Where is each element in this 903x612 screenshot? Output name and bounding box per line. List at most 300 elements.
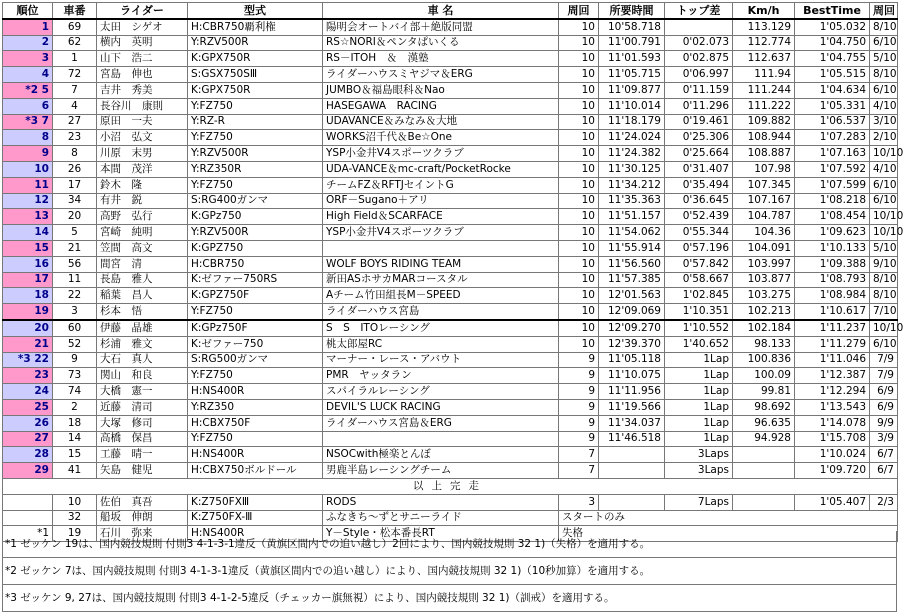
- cell-time: 11'35.363: [599, 193, 665, 209]
- cell-gap: 0'58.667: [665, 272, 733, 288]
- cell-num: 62: [53, 35, 97, 51]
- cell-model: K:GPX750R: [188, 51, 323, 67]
- cell-time: 11'11.956: [599, 384, 665, 400]
- cell-best: 1'12.387: [795, 368, 870, 384]
- table-row: [3, 272, 898, 288]
- cell-best: 1'04.755: [795, 51, 870, 67]
- cell-team: スパイラルレーシング: [323, 384, 559, 400]
- cell-pos: *3 22: [3, 352, 53, 368]
- cell-team: DEVIL'S LUCK RACING: [323, 399, 559, 415]
- cell-time: 11'18.179: [599, 114, 665, 130]
- cell-kmh: 111.94: [733, 67, 795, 83]
- cell-gap: 1Lap: [665, 431, 733, 447]
- cell-rider: 本間 茂洋: [97, 161, 188, 177]
- cell-bestlap: 8/10: [870, 19, 898, 35]
- cell-rider: 長谷川 康則: [97, 98, 188, 114]
- cell-bestlap: 10/10: [870, 225, 898, 241]
- cell-time: 11'56.560: [599, 256, 665, 272]
- cell-model: K:GPz750F: [188, 320, 323, 336]
- cell-laps: 10: [559, 320, 599, 336]
- col-team: 車 名: [323, 3, 559, 19]
- cell-best: 1'10.617: [795, 304, 870, 320]
- cell-rider: 山下 浩二: [97, 51, 188, 67]
- cell-laps: 10: [559, 82, 599, 98]
- cell-gap: 1Lap: [665, 384, 733, 400]
- cell-model: K:GPZ750F: [188, 288, 323, 304]
- cell-gap: 1'40.652: [665, 336, 733, 352]
- table-row: [3, 256, 898, 272]
- cell-best: 1'08.218: [795, 193, 870, 209]
- cell-pos: *2 5: [3, 82, 53, 98]
- cell-bestlap: 3/9: [870, 431, 898, 447]
- col-laps: 周回: [559, 3, 599, 19]
- cell-model: K:Z750FX-Ⅲ: [188, 510, 323, 526]
- cell-best: 1'12.294: [795, 384, 870, 400]
- cell-laps: 10: [559, 240, 599, 256]
- cell-gap: 1'10.552: [665, 320, 733, 336]
- cell-gap: 0'52.439: [665, 209, 733, 225]
- cell-time: 11'10.075: [599, 368, 665, 384]
- cell-pos: 3: [3, 51, 53, 67]
- cell-num: 15: [53, 447, 97, 463]
- cell-bestlap: 2/3: [870, 494, 898, 510]
- table-row: [3, 146, 898, 162]
- cell-num: 14: [53, 431, 97, 447]
- cell-gap: 0'25.664: [665, 146, 733, 162]
- cell-gap: 3Laps: [665, 463, 733, 479]
- finished-label: 以上完走: [3, 478, 898, 494]
- cell-rider: 工藤 晴一: [97, 447, 188, 463]
- cell-laps: 10: [559, 114, 599, 130]
- cell-best: 1'11.237: [795, 320, 870, 336]
- cell-num: 32: [53, 510, 97, 526]
- cell-best: 1'11.046: [795, 352, 870, 368]
- cell-time: 11'51.157: [599, 209, 665, 225]
- cell-bestlap: 5/10: [870, 51, 898, 67]
- cell-team: 男鹿半島レーシングチーム: [323, 463, 559, 479]
- table-row: [3, 320, 898, 336]
- cell-bestlap: 8/10: [870, 272, 898, 288]
- cell-kmh: 104.091: [733, 240, 795, 256]
- cell-time: 11'05.715: [599, 67, 665, 83]
- cell-time: 11'01.593: [599, 51, 665, 67]
- cell-team: ライダーハウス宮島＆ERG: [323, 415, 559, 431]
- cell-num: 72: [53, 67, 97, 83]
- cell-bestlap: 6/10: [870, 193, 898, 209]
- cell-pos: 28: [3, 447, 53, 463]
- col-number: 車番: [53, 3, 97, 19]
- cell-team: 桃太郎屋RC: [323, 336, 559, 352]
- cell-gap: 1Lap: [665, 399, 733, 415]
- cell-time: [599, 447, 665, 463]
- cell-model: Y:RZ-R: [188, 114, 323, 130]
- cell-team: チームFZ＆RFTJセイントG: [323, 177, 559, 193]
- table-row: [3, 114, 898, 130]
- table-row: [3, 384, 898, 400]
- cell-gap: 1'02.845: [665, 288, 733, 304]
- cell-best: 1'08.984: [795, 288, 870, 304]
- cell-rider: 杉浦 雅文: [97, 336, 188, 352]
- cell-team: High Field＆SCARFACE: [323, 209, 559, 225]
- cell-gap: 0'36.645: [665, 193, 733, 209]
- cell-best: 1'06.537: [795, 114, 870, 130]
- cell-pos: 25: [3, 399, 53, 415]
- cell-time: 10'58.718: [599, 19, 665, 35]
- cell-num: 74: [53, 384, 97, 400]
- cell-num: 18: [53, 415, 97, 431]
- table-row: [3, 177, 898, 193]
- cell-num: 27: [53, 114, 97, 130]
- cell-num: 73: [53, 368, 97, 384]
- cell-rider: 有井 鋭: [97, 193, 188, 209]
- cell-best: 1'04.634: [795, 82, 870, 98]
- cell-pos: [3, 494, 53, 510]
- table-row: [3, 336, 898, 352]
- cell-pos: 1: [3, 19, 53, 35]
- cell-gap: [665, 19, 733, 35]
- cell-pos: 26: [3, 415, 53, 431]
- cell-laps: 9: [559, 384, 599, 400]
- cell-team: UDAVANCE＆みなみ＆大地: [323, 114, 559, 130]
- cell-laps: 10: [559, 256, 599, 272]
- cell-bestlap: 4/10: [870, 161, 898, 177]
- cell-model: H:CBR750: [188, 256, 323, 272]
- cell-num: 19: [53, 526, 97, 542]
- cell-model: K:ゼファー750: [188, 336, 323, 352]
- cell-best: 1'07.599: [795, 177, 870, 193]
- cell-team: ライダーハウス宮島: [323, 304, 559, 320]
- cell-pos: 2: [3, 35, 53, 51]
- cell-pos: 23: [3, 368, 53, 384]
- cell-num: 23: [53, 130, 97, 146]
- cell-time: 11'55.914: [599, 240, 665, 256]
- cell-laps: 10: [559, 272, 599, 288]
- cell-laps: 10: [559, 19, 599, 35]
- cell-model: H:CBX750F: [188, 415, 323, 431]
- cell-best: 1'09.720: [795, 463, 870, 479]
- cell-pos: *1: [3, 526, 53, 542]
- col-model: 型式: [188, 3, 323, 19]
- cell-model: K:Z750FXⅢ: [188, 494, 323, 510]
- cell-model: Y:FZ750: [188, 177, 323, 193]
- cell-bestlap: 4/10: [870, 98, 898, 114]
- cell-rider: 宮崎 純明: [97, 225, 188, 241]
- col-besttime: BestTime: [795, 3, 870, 19]
- cell-kmh: 103.997: [733, 256, 795, 272]
- cell-kmh: 109.882: [733, 114, 795, 130]
- table-row: [3, 130, 898, 146]
- cell-rider: 高橋 保昌: [97, 431, 188, 447]
- cell-model: Y:FZ750: [188, 130, 323, 146]
- cell-num: 17: [53, 177, 97, 193]
- cell-pos: 20: [3, 320, 53, 336]
- cell-gap: 0'57.842: [665, 256, 733, 272]
- table-row: [3, 193, 898, 209]
- cell-kmh: 107.345: [733, 177, 795, 193]
- cell-gap: 0'11.296: [665, 98, 733, 114]
- cell-laps: 9: [559, 352, 599, 368]
- cell-time: 11'46.518: [599, 431, 665, 447]
- cell-team: RS☆NORI＆ペンタぱいくる: [323, 35, 559, 51]
- cell-kmh: 98.692: [733, 399, 795, 415]
- table-row: [3, 288, 898, 304]
- cell-rider: 笠間 高文: [97, 240, 188, 256]
- cell-team: ライダーハウスミヤジマ＆ERG: [323, 67, 559, 83]
- cell-best: 1'07.283: [795, 130, 870, 146]
- col-position: 順位: [3, 3, 53, 19]
- cell-bestlap: 6/9: [870, 399, 898, 415]
- cell-rider: 太田 シゲオ: [97, 19, 188, 35]
- cell-time: 12'39.370: [599, 336, 665, 352]
- cell-num: 10: [53, 494, 97, 510]
- cell-laps: 10: [559, 288, 599, 304]
- cell-best: 1'14.078: [795, 415, 870, 431]
- cell-num: 7: [53, 82, 97, 98]
- cell-time: 11'30.125: [599, 161, 665, 177]
- cell-model: S:RG400ガンマ: [188, 193, 323, 209]
- table-row: [3, 51, 898, 67]
- table-row: [3, 494, 898, 510]
- cell-pos: 27: [3, 431, 53, 447]
- col-kmh: Km/h: [733, 3, 795, 19]
- cell-rider: 原田 一夫: [97, 114, 188, 130]
- cell-rider: 大石 真人: [97, 352, 188, 368]
- cell-pos: 19: [3, 304, 53, 320]
- cell-team: PMR ヤッタラン: [323, 368, 559, 384]
- cell-gap: 0'19.461: [665, 114, 733, 130]
- table-row: [3, 98, 898, 114]
- results-body: [3, 19, 903, 542]
- cell-kmh: 107.98: [733, 161, 795, 177]
- cell-bestlap: 7/9: [870, 352, 898, 368]
- cell-best: 1'15.708: [795, 431, 870, 447]
- cell-laps: 10: [559, 130, 599, 146]
- cell-bestlap: 6/10: [870, 177, 898, 193]
- cell-model: Y:FZ750: [188, 304, 323, 320]
- cell-rider: 長島 雅人: [97, 272, 188, 288]
- table-row: [3, 35, 898, 51]
- cell-kmh: 94.928: [733, 431, 795, 447]
- cell-gap: 0'02.875: [665, 51, 733, 67]
- cell-gap: 0'25.306: [665, 130, 733, 146]
- cell-kmh: 98.133: [733, 336, 795, 352]
- cell-time: 11'19.566: [599, 399, 665, 415]
- cell-time: 11'05.118: [599, 352, 665, 368]
- cell-best: 1'07.592: [795, 161, 870, 177]
- cell-time: 12'01.563: [599, 288, 665, 304]
- cell-best: 1'04.750: [795, 35, 870, 51]
- cell-pos: 24: [3, 384, 53, 400]
- cell-model: Y:RZV500R: [188, 225, 323, 241]
- table-row: [3, 209, 898, 225]
- note-2: *2 ゼッケン 7は、国内競技規則 付則3 4-1-3-1違反（黄旗区間内での追い越し）により、国内競技規則 32 1)（10秒加算）を適用する。: [2, 558, 897, 585]
- cell-num: 60: [53, 320, 97, 336]
- cell-bestlap: 7/9: [870, 368, 898, 384]
- cell-num: 5: [53, 225, 97, 241]
- cell-team: マーナー・レース・アバウト: [323, 352, 559, 368]
- cell-gap: 0'02.073: [665, 35, 733, 51]
- cell-team: 陽明会オートバイ部＋絶版同盟: [323, 19, 559, 35]
- cell-rider: 宮島 伸也: [97, 67, 188, 83]
- cell-bestlap: 8/10: [870, 67, 898, 83]
- cell-time: [599, 463, 665, 479]
- cell-status: 失格: [559, 526, 898, 542]
- cell-bestlap: 9/10: [870, 256, 898, 272]
- cell-gap: 1Lap: [665, 368, 733, 384]
- cell-num: 1: [53, 51, 97, 67]
- cell-pos: 9: [3, 146, 53, 162]
- cell-num: 52: [53, 336, 97, 352]
- cell-best: 1'08.793: [795, 272, 870, 288]
- note-3: *3 ゼッケン 9, 27は、国内競技規則 付則3 4-1-2-5違反（チェッカー旗無視）により、国内競技規則 32 1)（訓戒）を適用する。: [2, 585, 897, 612]
- cell-bestlap: 6/10: [870, 82, 898, 98]
- cell-best: 1'10.133: [795, 240, 870, 256]
- cell-kmh: 102.184: [733, 320, 795, 336]
- cell-pos: 12: [3, 193, 53, 209]
- cell-team: HASEGAWA RACING: [323, 98, 559, 114]
- cell-bestlap: 2/10: [870, 130, 898, 146]
- cell-kmh: 107.167: [733, 193, 795, 209]
- cell-rider: 矢島 健児: [97, 463, 188, 479]
- cell-laps: 10: [559, 51, 599, 67]
- table-row: [3, 399, 898, 415]
- cell-num: 2: [53, 399, 97, 415]
- cell-rider: 石川 弥来: [97, 526, 188, 542]
- notes-section: [2, 531, 897, 612]
- cell-kmh: 108.887: [733, 146, 795, 162]
- cell-team: YSP小金井V4スポーツクラブ: [323, 146, 559, 162]
- cell-model: H:CBR750覇利権: [188, 19, 323, 35]
- cell-pos: 18: [3, 288, 53, 304]
- cell-gap: 0'11.159: [665, 82, 733, 98]
- cell-team: [323, 431, 559, 447]
- cell-team: ふなきち～ずとサニーライド: [323, 510, 559, 526]
- cell-team: Aチーム竹田組長M－SPEED: [323, 288, 559, 304]
- cell-pos: 13: [3, 209, 53, 225]
- cell-model: K:GPX750R: [188, 82, 323, 98]
- cell-model: Y:FZ750: [188, 368, 323, 384]
- cell-num: 34: [53, 193, 97, 209]
- cell-laps: 10: [559, 209, 599, 225]
- cell-laps: 10: [559, 146, 599, 162]
- cell-time: 11'54.062: [599, 225, 665, 241]
- cell-kmh: 103.877: [733, 272, 795, 288]
- cell-status: スタートのみ: [559, 510, 898, 526]
- cell-time: 11'10.014: [599, 98, 665, 114]
- header-row: [3, 3, 898, 19]
- cell-time: 11'34.212: [599, 177, 665, 193]
- cell-laps: 9: [559, 368, 599, 384]
- cell-laps: 10: [559, 161, 599, 177]
- cell-model: Y:RZ350R: [188, 161, 323, 177]
- cell-num: 11: [53, 272, 97, 288]
- cell-bestlap: 6/10: [870, 336, 898, 352]
- cell-model: K:ゼファー750RS: [188, 272, 323, 288]
- cell-num: 26: [53, 161, 97, 177]
- cell-rider: 鈴木 隆: [97, 177, 188, 193]
- cell-rider: 杉本 悟: [97, 304, 188, 320]
- cell-time: 11'24.024: [599, 130, 665, 146]
- cell-time: 11'34.037: [599, 415, 665, 431]
- cell-kmh: [733, 447, 795, 463]
- cell-gap: 3Laps: [665, 447, 733, 463]
- cell-best: 1'05.032: [795, 19, 870, 35]
- cell-rider: 大橋 憲一: [97, 384, 188, 400]
- cell-best: 1'05.331: [795, 98, 870, 114]
- cell-team: WORKS沼千代＆Be☆One: [323, 130, 559, 146]
- cell-time: 12'09.270: [599, 320, 665, 336]
- cell-bestlap: 3/10: [870, 114, 898, 130]
- cell-pos: [3, 510, 53, 526]
- table-row: [3, 463, 898, 479]
- cell-team: UDA-VANCE＆mc-craft/PocketRocke: [323, 161, 559, 177]
- cell-best: 1'11.279: [795, 336, 870, 352]
- cell-rider: 間宮 清: [97, 256, 188, 272]
- cell-num: 9: [53, 352, 97, 368]
- cell-kmh: 99.81: [733, 384, 795, 400]
- cell-bestlap: 6/10: [870, 35, 898, 51]
- cell-bestlap: 6/7: [870, 463, 898, 479]
- col-time: 所要時間: [599, 3, 665, 19]
- cell-num: 4: [53, 98, 97, 114]
- cell-rider: 小沼 弘文: [97, 130, 188, 146]
- cell-team: ORF－Sugano＋アリ: [323, 193, 559, 209]
- cell-model: H:NS400R: [188, 526, 323, 542]
- cell-time: 11'09.877: [599, 82, 665, 98]
- cell-pos: 10: [3, 161, 53, 177]
- cell-best: 1'08.454: [795, 209, 870, 225]
- cell-bestlap: 5/10: [870, 240, 898, 256]
- cell-rider: 佐伯 真吾: [97, 494, 188, 510]
- table-row: [3, 510, 898, 526]
- cell-model: K:GPZ750: [188, 240, 323, 256]
- cell-model: H:NS400R: [188, 447, 323, 463]
- cell-best: 1'10.024: [795, 447, 870, 463]
- cell-pos: 17: [3, 272, 53, 288]
- cell-team: S S ITOレーシング: [323, 320, 559, 336]
- cell-gap: 0'31.407: [665, 161, 733, 177]
- cell-team: WOLF BOYS RIDING TEAM: [323, 256, 559, 272]
- cell-num: 22: [53, 288, 97, 304]
- cell-model: S:GSX750SⅢ: [188, 67, 323, 83]
- cell-team: 新田ASホサカMARコースタル: [323, 272, 559, 288]
- cell-kmh: 96.635: [733, 415, 795, 431]
- cell-bestlap: 10/10: [870, 209, 898, 225]
- cell-rider: 横内 英明: [97, 35, 188, 51]
- table-row: [3, 82, 898, 98]
- table-row: [3, 304, 898, 320]
- cell-model: S:RG500ガンマ: [188, 352, 323, 368]
- cell-num: 41: [53, 463, 97, 479]
- cell-bestlap: 6/7: [870, 447, 898, 463]
- table-row: [3, 19, 898, 35]
- cell-pos: 6: [3, 98, 53, 114]
- cell-best: 1'07.163: [795, 146, 870, 162]
- cell-kmh: 102.213: [733, 304, 795, 320]
- table-row: [3, 368, 898, 384]
- cell-gap: 1Lap: [665, 415, 733, 431]
- cell-num: 8: [53, 146, 97, 162]
- table-row: [3, 225, 898, 241]
- cell-num: 20: [53, 209, 97, 225]
- col-rider: ライダー: [97, 3, 188, 19]
- cell-bestlap: 8/10: [870, 288, 898, 304]
- cell-team: RODS: [323, 494, 559, 510]
- cell-laps: 10: [559, 35, 599, 51]
- cell-rider: 大塚 修司: [97, 415, 188, 431]
- cell-rider: 川原 末男: [97, 146, 188, 162]
- cell-rider: 関山 和良: [97, 368, 188, 384]
